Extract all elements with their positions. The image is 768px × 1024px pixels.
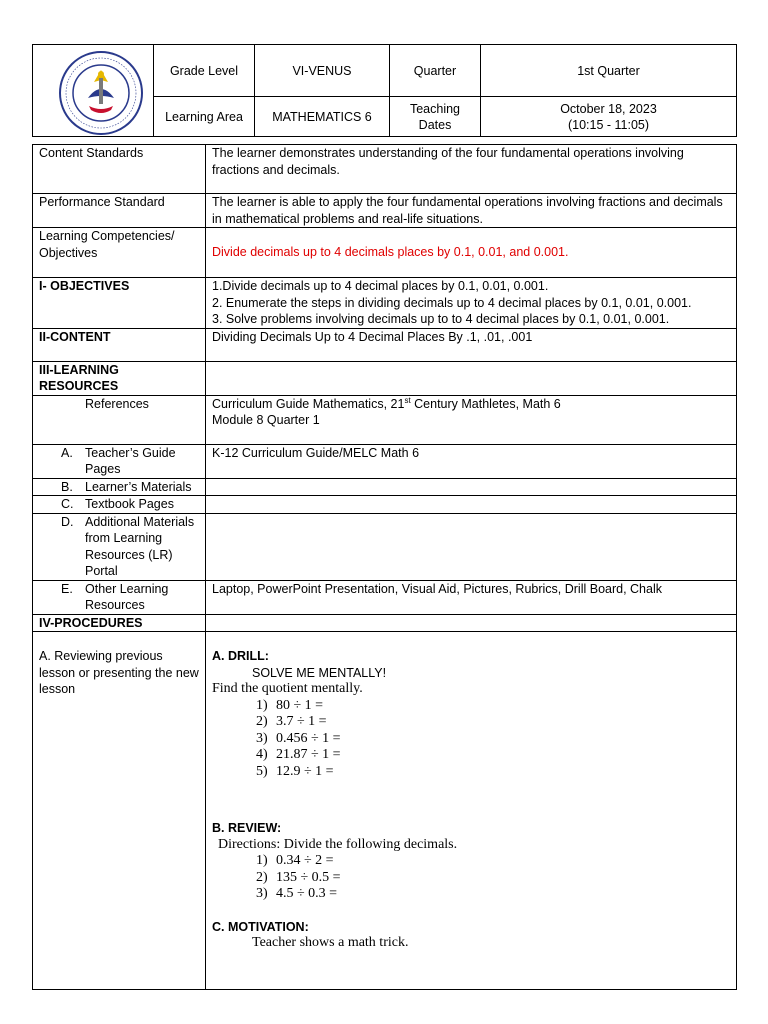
- table-row: [33, 444, 737, 478]
- competencies-text: Divide decimals up to 4 decimals places by 0.1, 0.01, and 0.001.: [206, 228, 737, 278]
- grade-level-label: Grade Level: [154, 45, 255, 97]
- other-label: E. Other Learning Resources: [33, 580, 206, 614]
- drill-subtitle: SOLVE ME MENTALLY!: [252, 665, 387, 680]
- table-row: [33, 496, 737, 514]
- drill-instruction: Find the quotient mentally.: [212, 681, 363, 696]
- list-item: 3) 0.456 ÷ 1 =: [256, 730, 341, 746]
- performance-standard-text: The learner is able to apply the four fundamental operations involving fractions and decimals in mathematical problems and real-life situations.: [206, 194, 737, 228]
- list-item: 4) 21.87 ÷ 1 =: [256, 747, 341, 762]
- procedure-content: [206, 632, 737, 990]
- references-text: Curriculum Guide Mathematics, 21st Century Mathletes, Math 6 Module 8 Quarter 1: [206, 395, 737, 444]
- quarter-value: 1st Quarter: [481, 45, 737, 97]
- resources-label: III-LEARNING RESOURCES: [33, 361, 206, 395]
- objectives-label: I- OBJECTIVES: [33, 278, 206, 329]
- table-row: [33, 228, 737, 278]
- table-row: [33, 513, 737, 580]
- drill-list: [212, 698, 730, 781]
- content-text: Dividing Decimals Up to 4 Decimal Places By .1, .01, .001: [206, 328, 737, 361]
- objective-item: 3. Solve problems involving decimals up to to 4 decimal places by 0.1, 0.01, 0.001.: [212, 312, 670, 326]
- teaching-dates-line2: (10:15 - 11:05): [567, 117, 650, 132]
- table-row: [33, 614, 737, 632]
- teaching-dates-value: [481, 97, 737, 137]
- resources-empty: [206, 361, 737, 395]
- review-instruction: Directions: Divide the following decimals.: [218, 836, 458, 852]
- textbook-label: C. Textbook Pages: [33, 496, 206, 514]
- objective-item: 1.Divide decimals up to 4 decimal places by 0.1, 0.01, 0.001.: [212, 279, 549, 293]
- competencies-label: Learning Competencies/ Objectives: [33, 228, 206, 278]
- learning-area-label: Learning Area: [154, 97, 255, 137]
- table-row: [33, 580, 737, 614]
- table-row: [33, 328, 737, 361]
- list-item: 3) 4.5 ÷ 0.3 =: [256, 886, 338, 901]
- references-label: References: [85, 396, 149, 411]
- performance-standard-label: Performance Standard: [33, 194, 206, 228]
- list-item: 1) 80 ÷ 1 =: [256, 697, 324, 713]
- teachers-guide-text: K-12 Curriculum Guide/MELC Math 6: [206, 444, 737, 478]
- learning-area-value: MATHEMATICS 6: [255, 97, 390, 137]
- table-row: [33, 395, 737, 444]
- table-row: [33, 194, 737, 228]
- header-table: [32, 44, 737, 137]
- objective-item: 2. Enumerate the steps in dividing decimals up to 4 decimal places by 0.1, 0.01, 0.001.: [212, 295, 692, 310]
- review-list: [212, 853, 730, 903]
- teachers-guide-label: A. Teacher’s Guide Pages: [33, 444, 206, 478]
- table-row: [33, 278, 737, 329]
- list-item: 2) 3.7 ÷ 1 =: [256, 714, 327, 729]
- references-label-cell: [33, 395, 206, 444]
- learners-materials-label: B. Learner’s Materials: [33, 478, 206, 496]
- teaching-dates-label: Teaching Dates: [390, 97, 481, 137]
- review-title: B. REVIEW:: [212, 821, 282, 835]
- procedure-step-label: A. Reviewing previous lesson or presenting the new lesson: [33, 632, 206, 990]
- additional-label: D. Additional Materials from Learning Resources (LR) Portal: [33, 513, 206, 580]
- grade-level-value: VI-VENUS: [255, 45, 390, 97]
- procedures-label: IV-PROCEDURES: [33, 614, 206, 632]
- lesson-plan-table: [32, 144, 737, 990]
- motivation-title: C. MOTIVATION:: [212, 919, 309, 934]
- other-text: Laptop, PowerPoint Presentation, Visual Aid, Pictures, Rubrics, Drill Board, Chalk: [206, 580, 737, 614]
- content-standards-text: The learner demonstrates understanding of the four fundamental operations involving fractions and decimals.: [206, 145, 737, 194]
- list-item: 5) 12.9 ÷ 1 =: [256, 763, 334, 779]
- table-row: [33, 145, 737, 194]
- quarter-label: Quarter: [390, 45, 481, 97]
- teaching-dates-line1: October 18, 2023: [560, 101, 657, 116]
- content-standards-label: Content Standards: [33, 145, 206, 194]
- drill-title: A. DRILL:: [212, 649, 269, 663]
- list-item: 2) 135 ÷ 0.5 =: [256, 869, 341, 885]
- motivation-text: Teacher shows a math trick.: [252, 935, 409, 950]
- table-row: [33, 361, 737, 395]
- table-row: [33, 632, 737, 990]
- content-label: II-CONTENT: [33, 328, 206, 361]
- list-item: 1) 0.34 ÷ 2 =: [256, 853, 334, 868]
- table-row: [33, 478, 737, 496]
- objectives-list: [206, 278, 737, 329]
- logo-cell: [33, 45, 154, 137]
